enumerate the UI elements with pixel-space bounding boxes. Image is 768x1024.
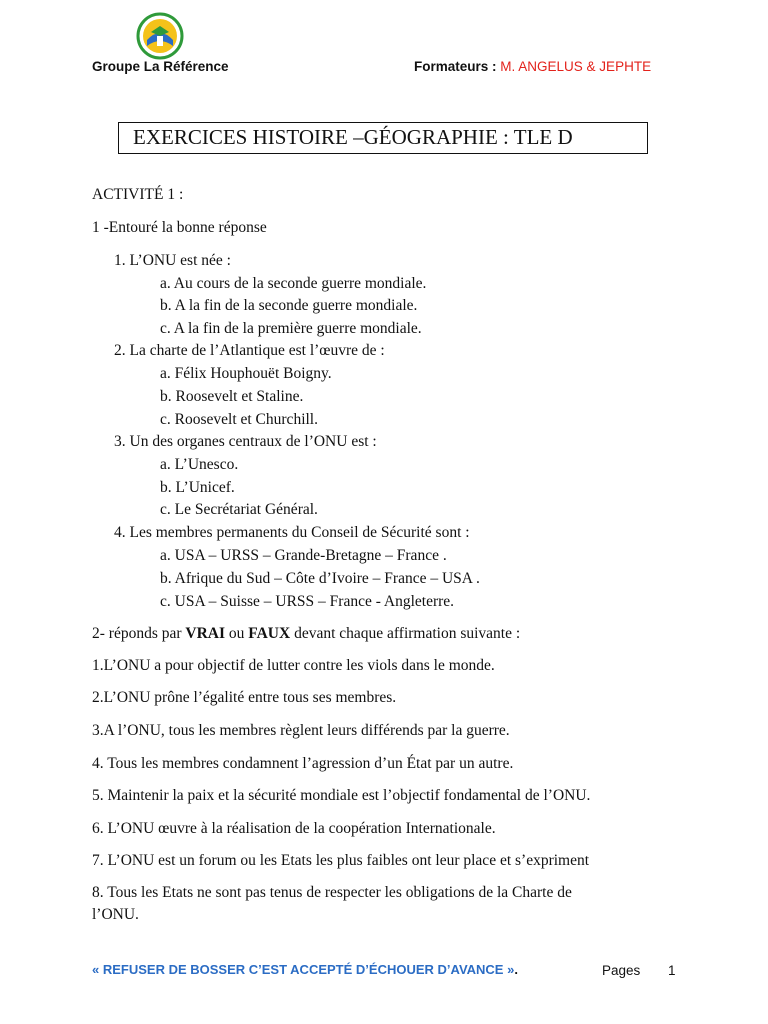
- footer-page-number: 1: [668, 963, 676, 978]
- question-1-option-c: c. A la fin de la première guerre mondiale.: [160, 320, 422, 337]
- statement-1: 1.L’ONU a pour objectif de lutter contre les viols dans le monde.: [92, 657, 495, 674]
- statement-8: 8. Tous les Etats ne sont pas tenus de respecter les obligations de la Charte de: [92, 884, 572, 901]
- question-2-option-a: a. Félix Houphouët Boigny.: [160, 365, 332, 382]
- trainers-label: Formateurs :: [414, 59, 501, 74]
- statement-4: 4. Tous les membres condamnent l’agression d’un État par un autre.: [92, 755, 514, 772]
- footer-motto: [92, 962, 518, 977]
- footer-quote-text: « REFUSER DE BOSSER C’EST ACCEPTÉ D’ÉCHOUER D’AVANCE »: [92, 962, 515, 977]
- question-3-option-a: a. L’Unesco.: [160, 456, 239, 473]
- statement-5: 5. Maintenir la paix et la sécurité mondiale est l’objectif fondamental de l’ONU.: [92, 787, 591, 804]
- statement-7: 7. L’ONU est un forum ou les Etats les plus faibles ont leur place et s’expriment: [92, 852, 590, 869]
- question-3-option-b: b. L’Unicef.: [160, 479, 235, 496]
- question-4-option-a: a. USA – URSS – Grande-Bretagne – France .: [160, 547, 447, 564]
- footer-page-label: Pages: [602, 963, 641, 978]
- question-2-option-c: c. Roosevelt et Churchill.: [160, 411, 318, 428]
- vrai-keyword: VRAI: [185, 625, 226, 642]
- question-1-option-b: b. A la fin de la seconde guerre mondiale.: [160, 297, 418, 314]
- question-1: 1. L’ONU est née :: [114, 252, 231, 269]
- trainers-line: [414, 59, 651, 74]
- part2-instruction-post: devant chaque affirmation suivante :: [290, 625, 521, 642]
- part2-instruction-pre: 2- réponds par: [92, 625, 186, 642]
- question-4-option-b: b. Afrique du Sud – Côte d’Ivoire – France – USA .: [160, 570, 480, 587]
- title-box: [118, 122, 648, 154]
- ou-word: ou: [225, 625, 249, 642]
- question-2-option-b: b. Roosevelt et Staline.: [160, 388, 304, 405]
- part1-instruction: 1 -Entouré la bonne réponse: [92, 219, 267, 236]
- question-3: 3. Un des organes centraux de l’ONU est :: [114, 433, 377, 450]
- question-4-option-c: c. USA – Suisse – URSS – France - Angleterre.: [160, 593, 455, 610]
- trainers-names: M. ANGELUS & JEPHTE: [500, 59, 652, 74]
- activity-heading: ACTIVITÉ 1 :: [92, 186, 184, 203]
- faux-keyword: FAUX: [248, 625, 291, 642]
- statement-8-continuation: l’ONU.: [92, 906, 139, 923]
- group-logo: [133, 12, 187, 60]
- question-2: 2. La charte de l’Atlantique est l’œuvre de :: [114, 342, 385, 359]
- statement-2: 2.L’ONU prône l’égalité entre tous ses membres.: [92, 689, 397, 706]
- statement-3: 3.A l’ONU, tous les membres règlent leurs différends par la guerre.: [92, 722, 510, 739]
- part2-instruction: [92, 625, 520, 643]
- question-1-option-a: a. Au cours de la seconde guerre mondiale.: [160, 275, 427, 292]
- page-title: EXERCICES HISTOIRE –GÉOGRAPHIE : TLE D: [133, 125, 573, 149]
- question-3-option-c: c. Le Secrétariat Général.: [160, 501, 318, 518]
- question-4: 4. Les membres permanents du Conseil de Sécurité sont :: [114, 524, 470, 541]
- footer-quote-period: .: [514, 962, 518, 977]
- statement-6: 6. L’ONU œuvre à la réalisation de la coopération Internationale.: [92, 820, 496, 837]
- organization-name: Groupe La Référence: [92, 59, 229, 74]
